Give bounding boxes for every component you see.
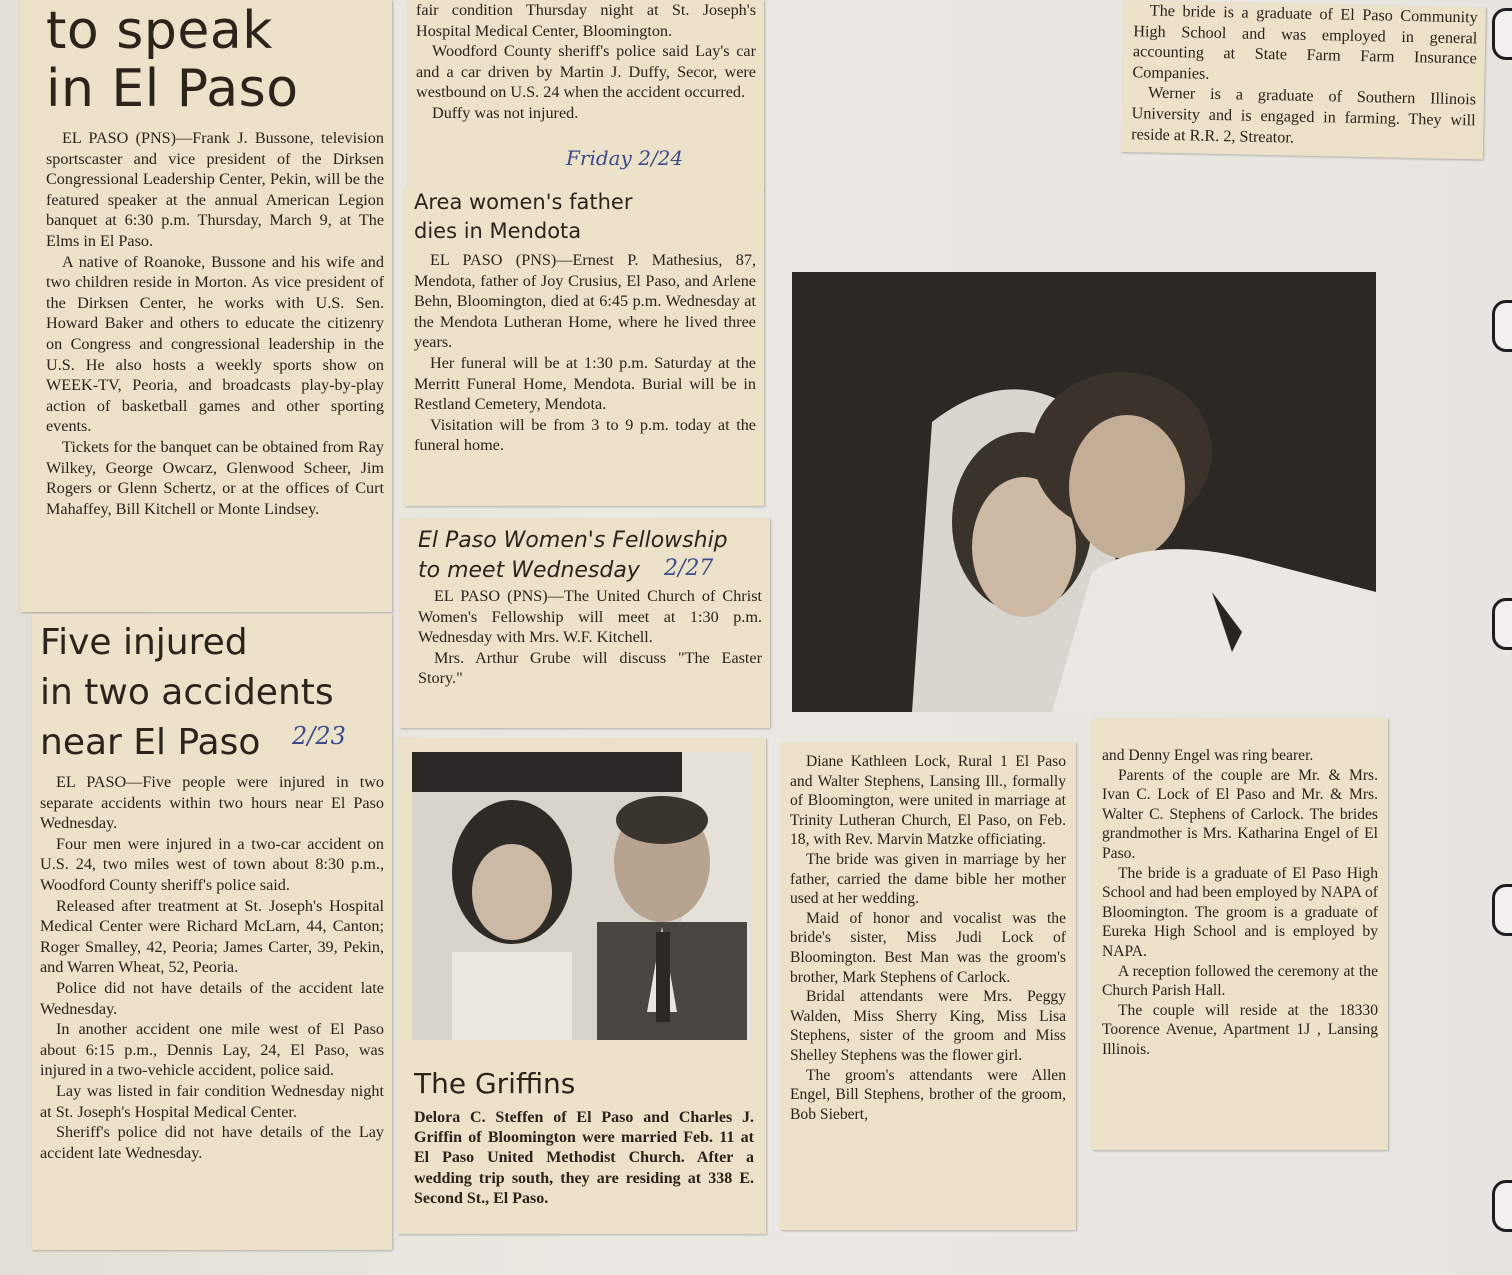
paragraph: Tickets for the banquet can be obtained from Ray Wilkey, George Owcarz, Glenwood Scheer, Jim Rogers or Glenn Schertz, or at the offices of Curt Mahaffey, Bill Kitchell or Monte Lindsey. (46, 437, 384, 518)
binder-ring-icon (1492, 1180, 1512, 1232)
paragraph: Visitation will be from 3 to 9 p.m. today at the funeral home. (414, 415, 756, 455)
paragraph: Police did not have details of the accident late Wednesday. (40, 978, 384, 1018)
binder-ring-icon (1492, 884, 1512, 936)
paragraph: EL PASO (PNS)—Frank J. Bussone, television sportscaster and vice president of the Dirksen Congressional Leadership Center, Pekin, will be the featured speaker at the annual American Legion banquet at 6:30 p.m. Thursday, March 9, at The Elms in El Paso. (46, 129, 384, 250)
paragraph: fair condition Thursday night at St. Joseph's Hospital Medical Center, Bloomington. (416, 1, 756, 40)
paragraph: Woodford County sheriff's police said Lay's car and a car driven by Martin J. Duffy, Secor, were westbound on U.S. 24 when the accident occurred. (416, 42, 756, 102)
paragraph: Maid of honor and vocalist was the bride's sister, Miss Judi Lock of Bloomington. Best Man was the groom's brother, Mark Stephens of Carlock. (790, 909, 1066, 986)
headline-line2: to meet Wednesday (418, 558, 640, 583)
couple-photo-illustration (412, 752, 752, 1040)
paragraph: A native of Roanoke, Bussone and his wife and two children reside in Morton. As vice president of the Dirksen Center, he works with U.S. Sen. Howard Baker and others to educate the citizenry on Congress and congressional leadership in the U.S. He also hosts a weekly sports show on WEEK-TV, Peoria, and broadcasts play-by-play action of basketball games and other sporting events. (46, 252, 384, 436)
paragraph: EL PASO—Five people were injured in two separate accidents within two hours near El Paso Wednesday. (40, 773, 384, 833)
paragraph: The bride is a graduate of El Paso High School and had been employed by NAPA of Bloomington. The groom is a graduate of Eureka High School and is employed by NAPA. (1102, 864, 1378, 960)
clipping-continuation (408, 0, 764, 190)
headline-line3: near El Paso (40, 722, 261, 763)
paragraph: In another accident one mile west of El Paso about 6:15 p.m., Dennis Lay, 24, El Paso, was injured in a two-vehicle accident, police said. (40, 1020, 384, 1080)
binder-ring-icon (1492, 300, 1512, 352)
article-body (40, 772, 384, 1163)
paragraph: Duffy was not injured. (432, 103, 579, 122)
article-body (46, 128, 384, 519)
handwritten-date: 2/27 (664, 556, 714, 581)
article-body (790, 752, 1066, 1124)
griffins-photo (412, 752, 752, 1040)
headline-line1: El Paso Women's Fellowship (418, 528, 728, 553)
paragraph: Four men were injured in a two-car accident on U.S. 24, two miles west of town about 8:30 p.m., Woodford County sheriff's police said. (40, 834, 384, 894)
headline: The Griffins (414, 1067, 576, 1100)
binder-ring-icon (1492, 8, 1512, 60)
headline-line2: in El Paso (46, 59, 299, 119)
headline-line1: Five injured (40, 622, 248, 663)
clipping-griffins (398, 738, 766, 1234)
paragraph: EL PASO (PNS)—Ernest P. Mathesius, 87, Mendota, father of Joy Crusius, El Paso, and Arlene Behn, Bloomington, died at 6:45 p.m. Wednesday at the Mendota Lutheran Home, where he lived three years. (414, 251, 756, 352)
article-body (1131, 0, 1478, 151)
paragraph: Sheriff's police did not have details of the Lay accident late Wednesday. (40, 1123, 384, 1162)
paragraph: EL PASO (PNS)—The United Church of Christ Women's Fellowship will meet at 1:30 p.m. Wednesday with Mrs. W.F. Kitchell. (418, 587, 762, 647)
clipping-bussone (20, 0, 392, 612)
paragraph: The bride is a graduate of El Paso Community High School and was employed in general accounting at State Farm Farm Insurance Companies. (1132, 1, 1478, 83)
binder-ring-icon (1492, 598, 1512, 650)
article-body (414, 250, 756, 456)
handwritten-note: Friday 2/24 (566, 146, 684, 170)
article-body (1102, 746, 1378, 1060)
handwritten-date: 2/23 (292, 722, 346, 750)
paragraph: The bride was given in marriage by her father, carried the dame bible her mother used at her wedding. (790, 850, 1066, 908)
headline-line1: Area women's father (414, 190, 633, 214)
clipping-five-injured (32, 614, 392, 1250)
paragraph: Her funeral will be at 1:30 p.m. Saturday at the Merritt Funeral Home, Mendota. Burial will be in Restland Cemetery, Mendota. (414, 353, 756, 414)
paragraph: Parents of the couple are Mr. & Mrs. Ivan C. Lock of El Paso and Mr. & Mrs. Walter C. Stephens of Carlock. The brides grandmother is Mrs. Katharina Engel of El Paso. (1102, 766, 1378, 862)
caption: Delora C. Steffen of El Paso and Charles J. Griffin of Bloomington were married Feb. 11 at El Paso United Methodist Church. After a wedding trip south, they are residing at 338 E. Second St., El Paso. (414, 1109, 754, 1207)
paragraph: The groom's attendants were Allen Engel, Bill Stephens, brother of the groom, Bob Siebert, (790, 1066, 1066, 1123)
clipping-mathesius (404, 188, 764, 506)
paragraph: Diane Kathleen Lock, Rural 1 El Paso and Walter Stephens, Lansing Ill., formally of Bloomington, were united in marriage at Trinity Lutheran Church, El Paso, on Feb. 18, with Rev. Marvin Matzke officiating. (790, 753, 1066, 849)
paragraph: Werner is a graduate of Southern Illinois University and is engaged in farming. They will reside at R.R. 2, Streator. (1131, 83, 1477, 147)
headline-line2: dies in Mendota (414, 219, 582, 243)
article-body (416, 0, 756, 124)
clipping-fellowship (400, 518, 770, 728)
paragraph: Released after treatment at St. Joseph's Hospital Medical Center were Richard McLarn, 44, Canton; Roger Smalley, 42, Peoria; James Carter, 39, Pekin, and Warren Wheat, 52, Peoria. (40, 896, 384, 977)
paragraph: A reception followed the ceremony at the Church Parish Hall. (1102, 962, 1378, 1000)
paragraph: Mrs. Arthur Grube will discuss "The Easter Story." (418, 648, 762, 688)
article-body (418, 586, 762, 689)
clipping-wedding-right (1092, 718, 1388, 1150)
clipping-wedding-left (780, 742, 1076, 1230)
wedding-photo (792, 272, 1376, 712)
clipping-top-right (1121, 0, 1486, 160)
headline-line1: to speak (46, 1, 273, 61)
paragraph: and Denny Engel was ring bearer. (1102, 747, 1314, 764)
paragraph: The couple will reside at the 18330 Toorence Avenue, Apartment 1J , Lansing Illinois. (1102, 1001, 1378, 1058)
headline-line2: in two accidents (40, 672, 334, 713)
wedding-couple-illustration (792, 272, 1376, 712)
paragraph: Bridal attendants were Mrs. Peggy Walden, Miss Sherry King, Miss Lisa Stephens, sister of the groom and Miss Shelley Stephens was the flower girl. (790, 988, 1066, 1064)
paragraph: Lay was listed in fair condition Wednesday night at St. Joseph's Hospital Medical Center. (40, 1081, 384, 1121)
